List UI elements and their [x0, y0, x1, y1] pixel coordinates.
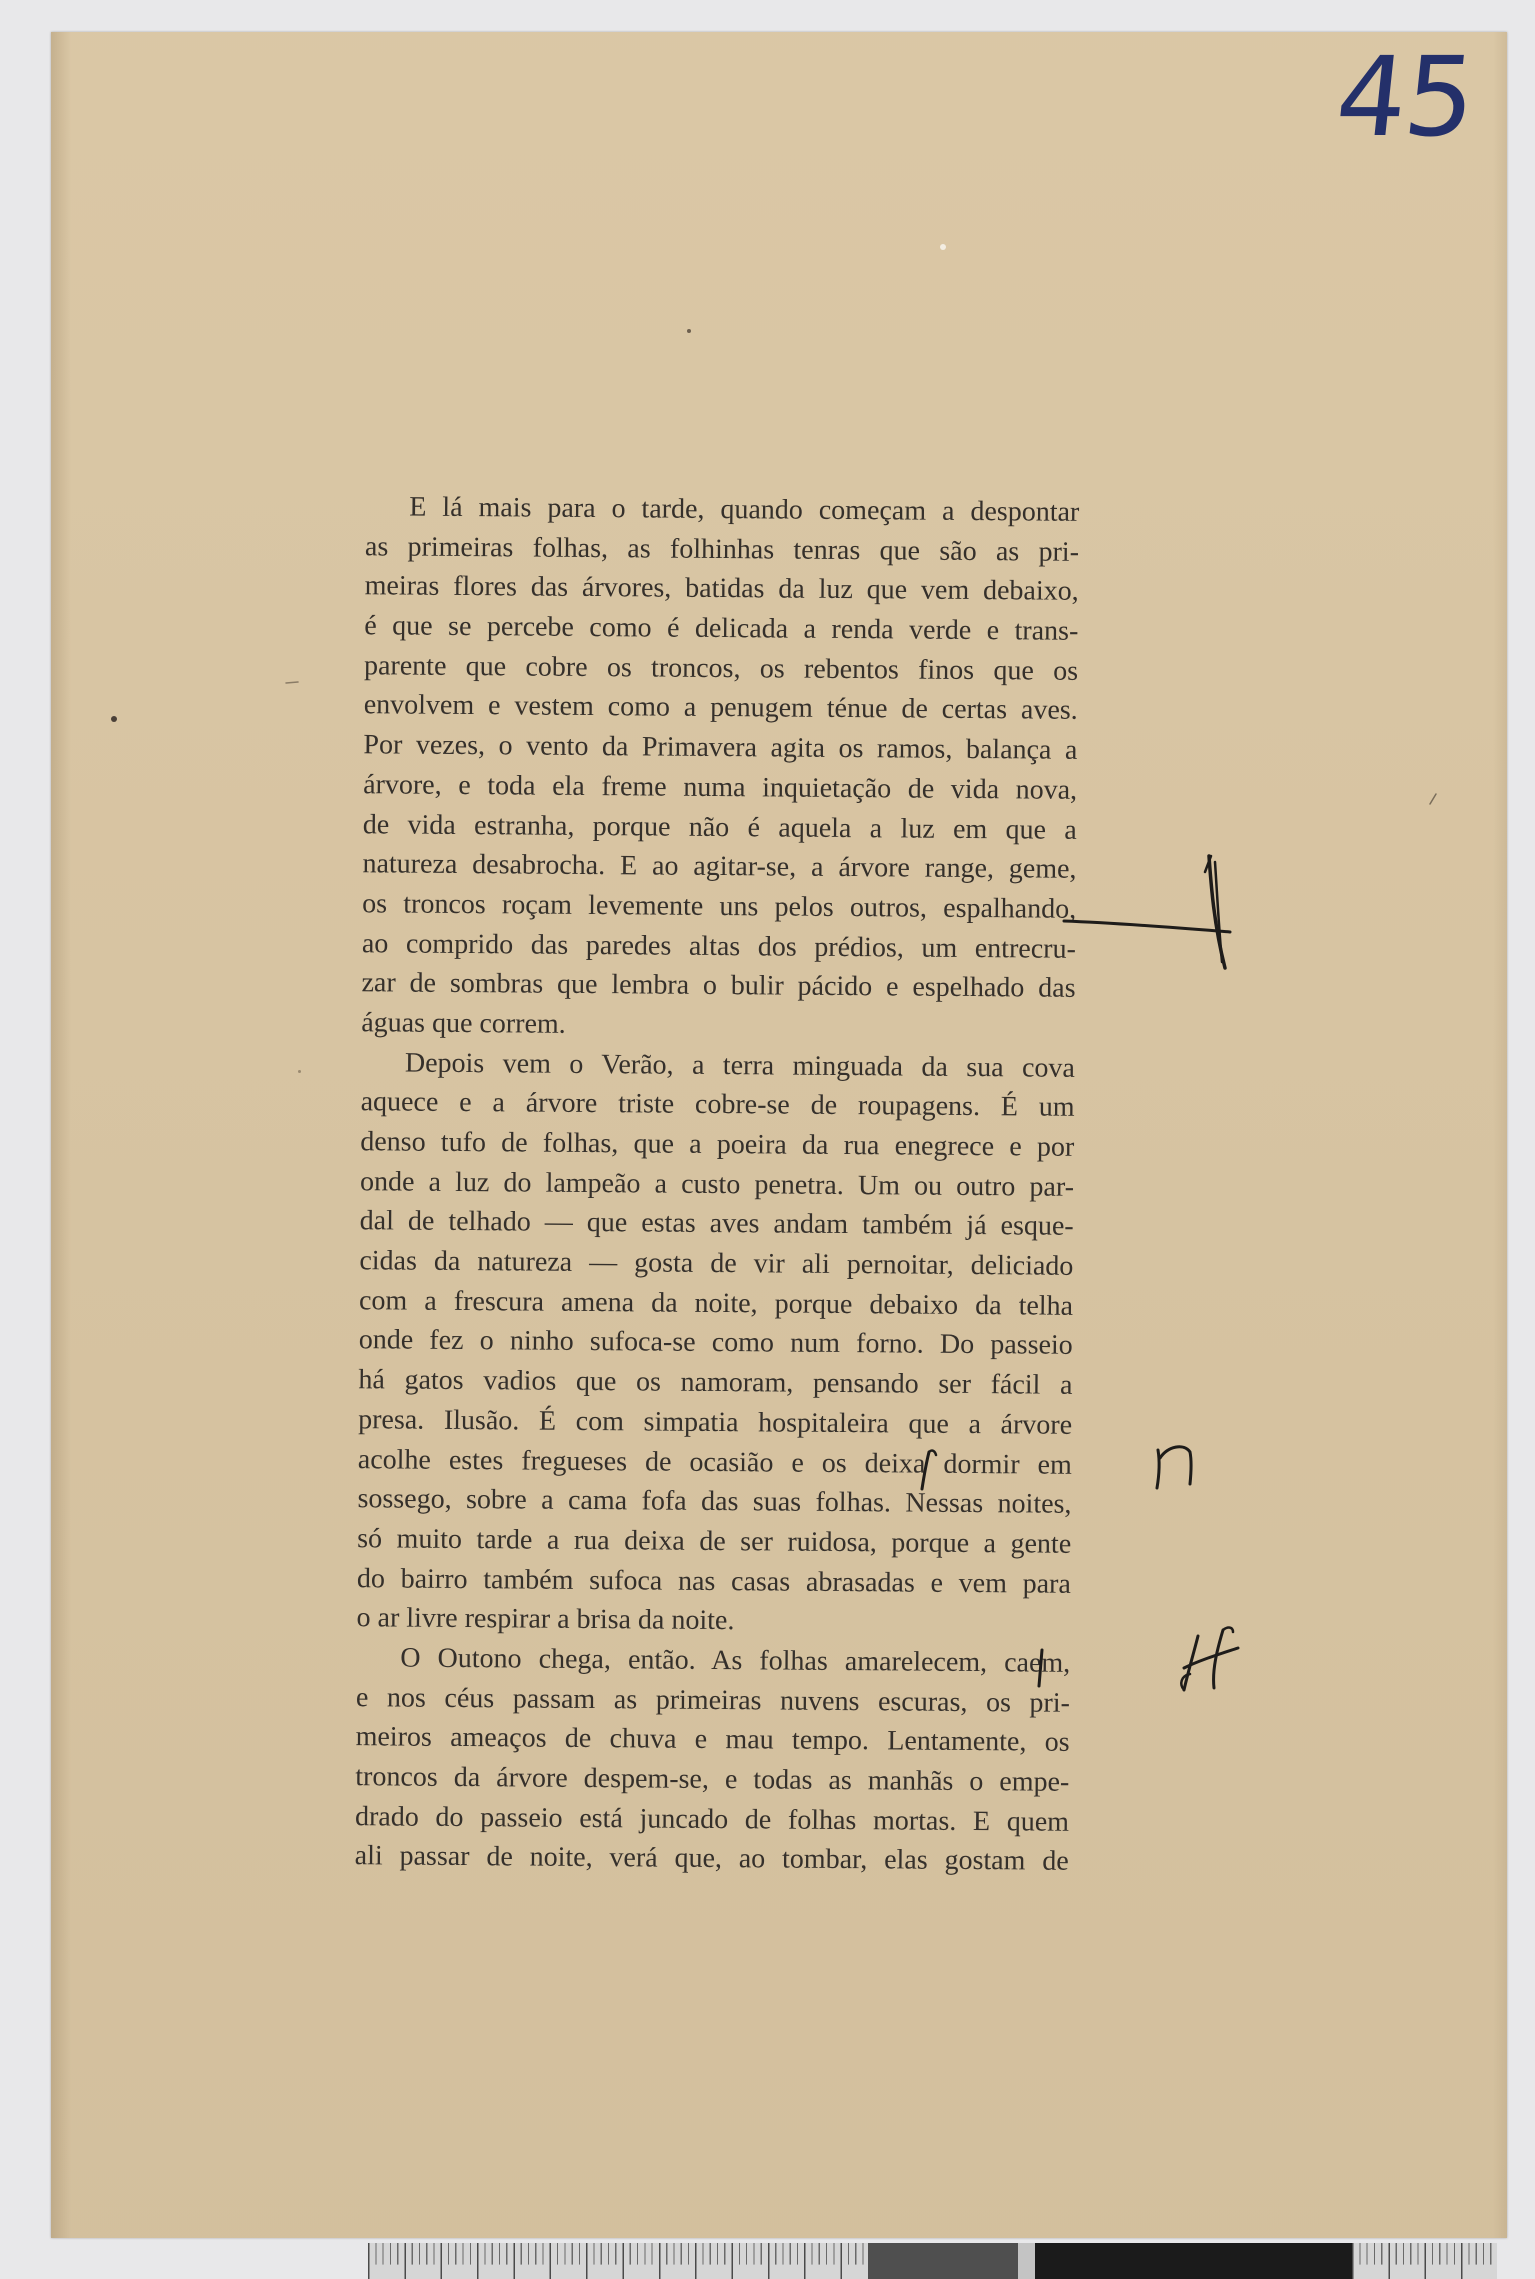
text-line: zar de sombras que lembra o bulir pácido e espelhado das	[361, 967, 1076, 1005]
text-line: o ar livre respirar a brisa da noite.	[356, 1602, 735, 1637]
text-line: é que se percebe como é delicada a renda verde e trans-	[364, 610, 1079, 647]
handwritten-page-number: 45	[1330, 33, 1480, 161]
text-line: E lá mais para o tarde, quando começam a despontar	[409, 491, 1080, 528]
text-line: envolvem e vestem como a penugem ténue de certas aves.	[363, 689, 1078, 727]
paper-speck	[687, 329, 691, 333]
text-line: cidas da natureza — gosta de vir ali pernoitar, deliciado	[359, 1245, 1074, 1282]
ruler-segment	[1035, 2243, 1352, 2279]
text-line: sossego, sobre a cama fofa das suas folhas. Nessas noites,	[357, 1483, 1072, 1520]
text-line: acolhe estes fregueses de ocasião e os deixa dormir em	[357, 1443, 1072, 1481]
ruler-segment	[1352, 2243, 1497, 2279]
text-line: onde fez o ninho sufoca-se como num forno. Do passeio	[358, 1324, 1073, 1362]
text-line: troncos da árvore despem-se, e todas as manhãs o empe-	[355, 1761, 1070, 1798]
text-line: Depois vem o Verão, a terra minguada da sua cova	[404, 1047, 1076, 1084]
text-line: há gatos vadios que os namoram, pensando ser fácil a	[358, 1364, 1073, 1401]
text-line: Por vezes, o vento da Primavera agita os ramos, balança a	[363, 729, 1078, 766]
text-line: drado do passeio está juncado de folhas mortas. E quem	[354, 1800, 1070, 1838]
text-line: árvore, e toda ela freme numa inquietação de vida nova,	[363, 769, 1078, 806]
text-line: os troncos roçam levemente uns pelos outros, espalhando,	[362, 888, 1077, 925]
text-line: parente que cobre os troncos, os rebentos finos que os	[363, 649, 1079, 687]
text-line: meiras flores das árvores, batidas da luz que vem debaixo,	[364, 570, 1079, 608]
text-line: ao comprido das paredes altas dos prédios, um entrecru-	[361, 927, 1076, 965]
paper-speck	[298, 1070, 301, 1073]
text-line: com a frescura amena da noite, porque debaixo da telha	[358, 1284, 1074, 1322]
paper-speck	[940, 244, 946, 250]
text-line: ali passar de noite, verá que, ao tombar, elas gostam de	[354, 1840, 1069, 1878]
text-line: onde a luz do lampeão a custo penetra. Um ou outro par-	[359, 1165, 1075, 1203]
text-line: aquece e a árvore triste cobre-se de roupagens. É um	[360, 1086, 1075, 1124]
text-line: de vida estranha, porque não é aquela a luz em que a	[362, 808, 1077, 846]
text-line: dal de telhado — que estas aves andam também já esque-	[359, 1205, 1074, 1243]
paragraph	[356, 1043, 1075, 1644]
text-line: águas que correm.	[361, 1007, 566, 1040]
text-line: só muito tarde a rua deixa de ser ruidosa, porque a gente	[357, 1523, 1072, 1560]
text-line: meiros ameaços de chuva e mau tempo. Lentamente, os	[355, 1721, 1070, 1759]
ruler-segment	[868, 2243, 1018, 2279]
text-line: natureza desabrocha. E ao agitar-se, a árvore range, geme,	[362, 848, 1077, 886]
text-line: as primeiras folhas, as folhinhas tenras que são as pri-	[364, 530, 1080, 568]
ruler-segment	[1018, 2243, 1035, 2279]
text-line: presa. Ilusão. É com simpatia hospitaleira que a árvore	[358, 1404, 1073, 1441]
paragraph	[361, 487, 1079, 1048]
text-line: O Outono chega, então. As folhas amarelecem, caem,	[400, 1642, 1071, 1679]
paragraph	[355, 1638, 1071, 1882]
paper-speck	[111, 716, 117, 722]
printed-text-block	[355, 487, 1080, 1882]
text-line: e nos céus passam as primeiras nuvens escuras, os pri-	[355, 1681, 1071, 1719]
color-scale-ruler	[0, 2243, 1535, 2279]
text-line: denso tufo de folhas, que a poeira da rua enegrece e por	[360, 1126, 1075, 1163]
text-line: do bairro também sufoca nas casas abrasadas e vem para	[356, 1562, 1071, 1600]
ruler-segment	[368, 2243, 868, 2279]
